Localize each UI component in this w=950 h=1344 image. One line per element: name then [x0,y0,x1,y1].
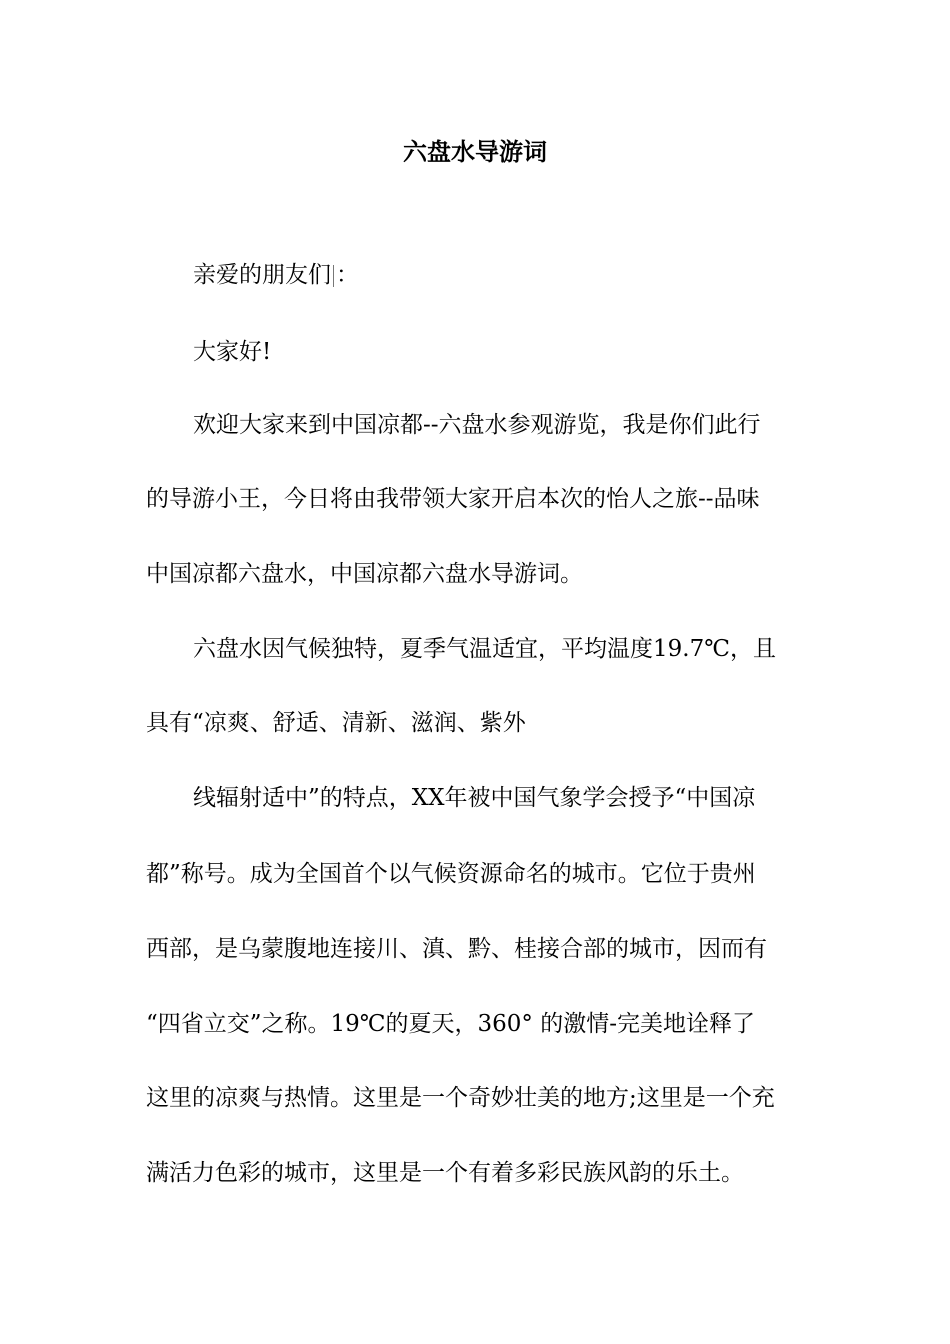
paragraph-line: 欢迎大家来到中国凉都--六盘水参观游览，我是你们此行 [193,412,761,438]
paragraph-line: 具有“凉爽、舒适、清新、滋润、紫外 [146,710,526,736]
paragraph-line: 的导游小王，今日将由我带领大家开启本次的怡人之旅--品味 [146,486,760,512]
paragraph-line: “四省立交”之称。19℃的夏天，360° 的激情-完美地诠释了 [146,1011,755,1037]
paragraph-line: 满活力色彩的城市，这里是一个有着多彩民族风韵的乐土。 [146,1160,744,1186]
paragraph-line: 这里的凉爽与热情。这里是一个奇妙壮美的地方;这里是一个充 [146,1085,775,1111]
document-title: 六盘水导游词 [403,137,547,166]
greeting-line [193,258,359,292]
greeting-text: 亲爱的朋友们 [193,262,331,288]
greeting-colon: ： [336,262,359,288]
paragraph-line: 线辐射适中”的特点，XX年被中国气象学会授予“中国凉 [193,785,756,811]
text-cursor [333,265,334,287]
paragraph-line: 中国凉都六盘水，中国凉都六盘水导游词。 [146,561,583,587]
paragraph-line: 都”称号。成为全国首个以气候资源命名的城市。它位于贵州 [146,861,756,887]
paragraph-line: 西部，是乌蒙腹地连接川、滇、黔、桂接合部的城市，因而有 [146,936,767,962]
paragraph-line: 六盘水因气候独特，夏季气温适宜，平均温度19.7℃，且 [193,636,776,662]
paragraph-line: 大家好! [193,339,272,365]
